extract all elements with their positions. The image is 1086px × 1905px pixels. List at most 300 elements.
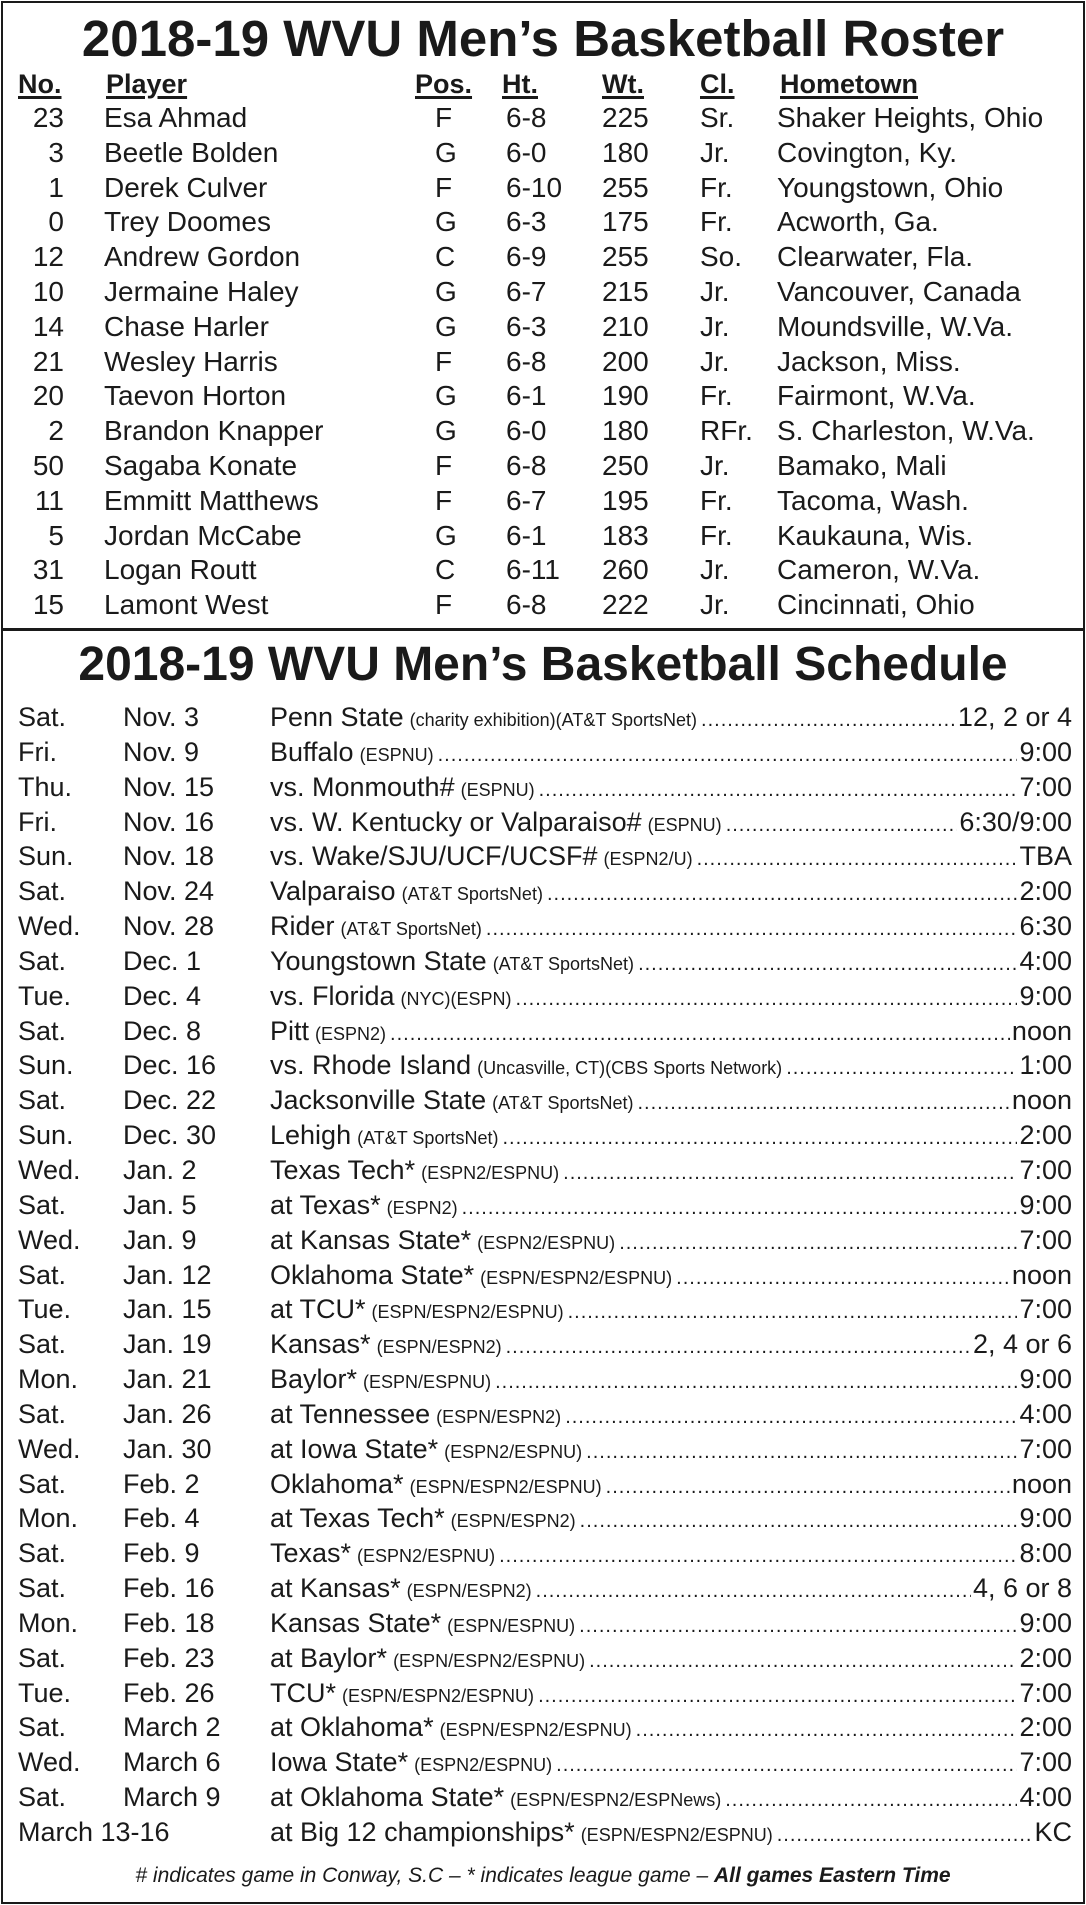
header-no: No. <box>18 69 62 99</box>
schedule-row <box>0 1188 1086 1223</box>
game-date: Feb. 16 <box>123 1573 215 1604</box>
game-opponent: Iowa State* <box>270 1747 409 1778</box>
dot-leader <box>580 1504 1018 1538</box>
player-hometown: Youngstown, Ohio <box>777 171 1004 203</box>
game-opponent: Valparaiso <box>270 876 396 907</box>
dot-leader <box>637 1086 1009 1120</box>
game-opponent: vs. Rhode Island <box>270 1050 472 1081</box>
player-number: 31 <box>32 554 64 586</box>
game-time: 7:00 <box>1019 1433 1072 1464</box>
game-date: Jan. 26 <box>123 1398 212 1429</box>
header-weight: Wt. <box>602 69 644 99</box>
game-broadcast-note: (ESPN/ESPNU) <box>447 1615 576 1636</box>
game-opponent: vs. Wake/SJU/UCF/UCSF# <box>270 841 598 872</box>
game-broadcast-note: (ESPN/ESPN2/ESPNU) <box>371 1302 564 1323</box>
player-class: Jr. <box>700 275 730 307</box>
roster-row <box>0 205 1086 240</box>
game-broadcast-note: (ESPN/ESPN2) <box>436 1406 562 1427</box>
player-height: 6-8 <box>506 345 547 377</box>
game-day: Sat. <box>18 1573 67 1604</box>
game-opponent: at Big 12 championships* <box>270 1817 575 1847</box>
game-date: Nov. 15 <box>123 771 215 802</box>
game-line <box>270 1710 1072 1747</box>
player-hometown: Vancouver, Canada <box>777 275 1021 307</box>
game-line <box>270 770 1072 807</box>
player-hometown: S. Charleston, W.Va. <box>777 415 1035 447</box>
game-day: Wed. <box>18 1433 81 1464</box>
dot-leader <box>676 1261 1010 1295</box>
game-line <box>270 805 1072 842</box>
schedule-row <box>0 1571 1086 1606</box>
game-line <box>270 1467 1072 1504</box>
dot-leader <box>579 1609 1017 1643</box>
player-weight: 195 <box>602 484 649 516</box>
game-opponent: at Kansas* <box>270 1573 401 1604</box>
player-position: G <box>435 206 457 238</box>
game-time: 9:00 <box>1019 980 1072 1011</box>
dot-leader <box>606 1470 1010 1504</box>
game-line <box>270 1048 1072 1085</box>
player-position: C <box>435 554 456 586</box>
game-time: 1:00 <box>1019 1050 1072 1081</box>
player-class: Fr. <box>700 206 733 238</box>
game-time: 4:00 <box>1019 1782 1072 1813</box>
player-hometown: Fairmont, W.Va. <box>777 380 976 412</box>
game-time: 2:00 <box>1019 876 1072 907</box>
game-opponent: Oklahoma State* <box>270 1259 475 1290</box>
game-broadcast-note: (ESPN2/U) <box>603 849 693 870</box>
player-position: F <box>435 102 453 133</box>
game-opponent: Rider <box>270 911 335 942</box>
game-day: Sun. <box>18 841 74 872</box>
player-height: 6-7 <box>506 484 547 516</box>
schedule-row <box>0 1432 1086 1467</box>
player-height: 6-0 <box>506 415 547 447</box>
player-height: 6-3 <box>506 206 547 238</box>
player-class: Sr. <box>700 102 735 133</box>
game-opponent: TCU* <box>270 1677 336 1708</box>
roster-row <box>0 310 1086 345</box>
player-class: Fr. <box>700 380 733 412</box>
game-opponent: at Texas* <box>270 1189 381 1220</box>
game-broadcast-note: (ESPN/ESPNU) <box>363 1372 492 1393</box>
game-day: Sat. <box>18 702 67 732</box>
player-position: G <box>435 136 457 168</box>
game-day: Sat. <box>18 1398 67 1429</box>
game-date: March 6 <box>123 1747 221 1778</box>
schedule-row <box>0 1153 1086 1188</box>
schedule-row <box>0 1815 1086 1850</box>
game-opponent: at Oklahoma State* <box>270 1782 505 1813</box>
footnote <box>0 1862 1086 1890</box>
game-time: 4:00 <box>1019 1398 1072 1429</box>
schedule-row <box>0 1676 1086 1711</box>
player-weight: 175 <box>602 206 649 238</box>
game-broadcast-note: (charity exhibition)(AT&T SportsNet) <box>409 710 698 730</box>
game-day: Sun. <box>18 1120 74 1151</box>
roster-row <box>0 449 1086 484</box>
player-weight: 180 <box>602 415 649 447</box>
game-line <box>270 1118 1072 1155</box>
dot-leader <box>636 1713 1018 1747</box>
player-hometown: Cincinnati, Ohio <box>777 589 975 621</box>
schedule-row <box>0 1780 1086 1815</box>
player-height: 6-1 <box>506 519 547 551</box>
game-line <box>270 909 1072 946</box>
game-date: March 2 <box>123 1712 221 1743</box>
dot-leader <box>563 1156 1017 1190</box>
player-weight: 210 <box>602 310 649 342</box>
game-day: Mon. <box>18 1503 79 1534</box>
dot-leader <box>777 1818 1033 1852</box>
game-date: Jan. 5 <box>123 1189 197 1220</box>
game-day: Sat. <box>18 1189 67 1220</box>
player-number: 10 <box>32 275 64 307</box>
game-day: Mon. <box>18 1364 79 1395</box>
player-number: 14 <box>32 310 64 342</box>
game-date: Jan. 15 <box>123 1294 212 1325</box>
game-broadcast-note: (ESPN2) <box>386 1197 458 1218</box>
schedule-row <box>0 1501 1086 1536</box>
game-time: 9:00 <box>1019 1364 1072 1395</box>
game-time: 7:00 <box>1019 1154 1072 1185</box>
game-time: 8:00 <box>1019 1538 1072 1569</box>
game-day: Sat. <box>18 1468 67 1499</box>
game-time: 9:00 <box>1019 736 1072 767</box>
dot-leader <box>726 808 958 842</box>
game-broadcast-note: (ESPN/ESPN2/ESPNU) <box>480 1267 673 1288</box>
game-date: Feb. 26 <box>123 1677 215 1708</box>
game-time: 7:00 <box>1019 1677 1072 1708</box>
game-day: Wed. <box>18 1747 81 1778</box>
schedule-title: 2018-19 WVU Men’s Basketball Schedule <box>78 638 1008 691</box>
schedule-row <box>0 1258 1086 1293</box>
schedule-row <box>0 1606 1086 1641</box>
player-class: Jr. <box>700 345 730 377</box>
roster-row <box>0 240 1086 275</box>
game-line <box>270 1501 1072 1538</box>
schedule-row <box>0 839 1086 874</box>
game-opponent: vs. Monmouth# <box>270 771 455 802</box>
game-day: Sat. <box>18 945 67 976</box>
player-number: 15 <box>32 589 64 621</box>
dot-leader <box>725 1783 1017 1817</box>
game-broadcast-note: (ESPN/ESPN2/ESPNU) <box>393 1650 586 1671</box>
dot-leader <box>506 1330 971 1364</box>
player-name: Derek Culver <box>104 171 268 203</box>
dot-leader <box>786 1051 1017 1085</box>
player-height: 6-11 <box>506 554 560 586</box>
player-position: G <box>435 380 457 412</box>
player-hometown: Moundsville, W.Va. <box>777 310 1014 342</box>
game-opponent: at Tennessee <box>270 1398 431 1429</box>
game-broadcast-note: (ESPN/ESPN2/ESPNU) <box>439 1720 632 1741</box>
dot-leader <box>502 1121 1017 1155</box>
game-line <box>270 1676 1072 1713</box>
player-weight: 183 <box>602 519 649 551</box>
player-number: 1 <box>48 171 64 203</box>
game-line <box>270 979 1072 1016</box>
game-day: Tue. <box>18 1677 72 1708</box>
game-opponent: Kansas State* <box>270 1607 442 1638</box>
player-hometown: Kaukauna, Wis. <box>777 519 974 551</box>
game-time: 7:00 <box>1019 771 1072 802</box>
game-time: 7:00 <box>1019 1224 1072 1255</box>
game-line <box>270 1745 1072 1782</box>
player-class: RFr. <box>700 415 753 447</box>
player-hometown: Bamako, Mali <box>777 449 947 481</box>
game-date: Dec. 4 <box>123 980 202 1011</box>
schedule-row <box>0 770 1086 805</box>
game-broadcast-note: (ESPN/ESPN2) <box>376 1337 502 1358</box>
schedule-row <box>0 909 1086 944</box>
game-line <box>270 1153 1072 1190</box>
schedule-row <box>0 1397 1086 1432</box>
game-line <box>270 1571 1072 1608</box>
player-hometown: Jackson, Miss. <box>777 345 961 377</box>
dot-leader <box>697 842 1018 876</box>
game-date: Dec. 1 <box>123 945 202 976</box>
schedule-row <box>0 1292 1086 1327</box>
game-line <box>270 839 1072 876</box>
game-line <box>270 944 1072 981</box>
game-line <box>270 700 1072 737</box>
player-position: F <box>435 345 453 377</box>
player-class: Fr. <box>700 519 733 551</box>
header-position: Pos. <box>415 69 473 99</box>
player-height: 6-8 <box>506 102 547 133</box>
game-date: Jan. 30 <box>123 1433 212 1464</box>
player-number: 2 <box>48 415 64 447</box>
game-date: Feb. 4 <box>123 1503 200 1534</box>
schedule-row <box>0 1641 1086 1676</box>
player-height: 6-0 <box>506 136 547 168</box>
player-height: 6-10 <box>506 171 563 203</box>
player-class: Jr. <box>700 449 730 481</box>
player-class: Jr. <box>700 310 730 342</box>
player-weight: 255 <box>602 171 649 203</box>
game-day: Sat. <box>18 1712 67 1743</box>
game-opponent: Texas Tech* <box>270 1154 416 1185</box>
player-number: 23 <box>32 102 64 133</box>
player-number: 11 <box>34 484 64 516</box>
player-name: Emmitt Matthews <box>104 484 319 516</box>
player-weight: 190 <box>602 380 649 412</box>
game-day: Sat. <box>18 1329 67 1360</box>
game-opponent: Lehigh <box>270 1120 352 1151</box>
game-line <box>270 1258 1072 1295</box>
game-time: 6:30/9:00 <box>959 806 1072 837</box>
game-broadcast-note: (NYC)(ESPN) <box>400 988 512 1009</box>
game-broadcast-note: (AT&T SportsNet) <box>357 1128 499 1149</box>
game-broadcast-note: (ESPN/ESPN2) <box>406 1581 532 1602</box>
player-name: Lamont West <box>104 589 269 621</box>
player-number: 3 <box>48 136 64 168</box>
roster-title: 2018-19 WVU Men’s Basketball Roster <box>81 10 1005 67</box>
schedule-row <box>0 1710 1086 1745</box>
player-position: G <box>435 519 457 551</box>
game-day: Wed. <box>18 911 81 942</box>
schedule-row <box>0 1014 1086 1049</box>
player-weight: 180 <box>602 136 649 168</box>
game-time: 9:00 <box>1019 1189 1072 1220</box>
game-broadcast-note: (ESPN2) <box>315 1023 387 1044</box>
roster-row <box>0 553 1086 588</box>
player-weight: 222 <box>602 589 649 621</box>
game-date: March 9 <box>123 1782 221 1813</box>
player-position: G <box>435 275 457 307</box>
game-time: 9:00 <box>1019 1607 1072 1638</box>
player-hometown: Covington, Ky. <box>777 136 958 168</box>
dot-leader <box>568 1295 1018 1329</box>
player-class: Fr. <box>700 171 733 203</box>
game-opponent: vs. W. Kentucky or Valparaiso# <box>270 806 642 837</box>
game-broadcast-note: (AT&T SportsNet) <box>492 1093 634 1114</box>
player-number: 5 <box>48 519 64 551</box>
game-time: 6:30 <box>1019 911 1072 942</box>
player-name: Jordan McCabe <box>104 519 302 551</box>
player-hometown: Tacoma, Wash. <box>777 484 969 516</box>
player-name: Jermaine Haley <box>104 275 299 307</box>
game-time: 7:00 <box>1019 1747 1072 1778</box>
header-player: Player <box>106 69 188 99</box>
game-date: Nov. 24 <box>123 876 215 907</box>
game-date: Nov. 18 <box>123 841 215 872</box>
player-position: G <box>435 310 457 342</box>
game-line <box>270 1641 1072 1678</box>
game-line <box>270 1815 1072 1852</box>
roster-row <box>0 345 1086 380</box>
game-broadcast-note: (Uncasville, CT)(CBS Sports Network) <box>477 1058 783 1079</box>
dot-leader <box>586 1435 1017 1469</box>
game-time: 2:00 <box>1019 1712 1072 1743</box>
dot-leader <box>589 1644 1017 1678</box>
game-time: 4, 6 or 8 <box>972 1573 1072 1604</box>
game-line <box>270 1432 1072 1469</box>
game-date: Nov. 16 <box>123 806 215 837</box>
game-broadcast-note: (ESPN2/ESPNU) <box>421 1162 560 1183</box>
player-height: 6-8 <box>506 589 547 621</box>
game-time: 2, 4 or 6 <box>972 1329 1072 1360</box>
schedule-row <box>0 805 1086 840</box>
player-weight: 215 <box>602 275 649 307</box>
game-time: KC <box>1034 1817 1072 1847</box>
roster-row <box>0 171 1086 206</box>
game-broadcast-note: (ESPN/ESPN2/ESPNews) <box>510 1790 722 1811</box>
player-name: Logan Routt <box>104 554 257 586</box>
game-time: 12, 2 or 4 <box>957 702 1072 732</box>
player-name: Wesley Harris <box>104 345 278 377</box>
game-day: Sat. <box>18 1642 67 1673</box>
game-time: TBA <box>1019 841 1072 872</box>
dot-leader <box>539 773 1018 807</box>
schedule-row <box>0 1083 1086 1118</box>
dot-leader <box>536 1574 971 1608</box>
game-day: Thu. <box>18 771 73 802</box>
dot-leader <box>538 1679 1017 1713</box>
game-opponent: Penn State <box>270 702 404 732</box>
roster-row <box>0 275 1086 310</box>
game-opponent: at TCU* <box>270 1294 366 1325</box>
player-height: 6-3 <box>506 310 547 342</box>
game-date: Feb. 9 <box>123 1538 200 1569</box>
header-height: Ht. <box>502 69 538 99</box>
dot-leader <box>516 982 1018 1016</box>
schedule-row <box>0 700 1086 735</box>
dot-leader <box>390 1017 1010 1051</box>
schedule-row <box>0 1048 1086 1083</box>
game-day: Sat. <box>18 1085 67 1116</box>
dot-leader <box>438 738 1018 772</box>
game-line <box>270 1606 1072 1643</box>
game-time: 2:00 <box>1019 1642 1072 1673</box>
game-line <box>270 1327 1072 1364</box>
player-name: Chase Harler <box>104 310 269 342</box>
schedule-row <box>0 944 1086 979</box>
game-day: Wed. <box>18 1154 81 1185</box>
game-time: 9:00 <box>1019 1503 1072 1534</box>
player-name: Sagaba Konate <box>104 449 298 481</box>
section-divider <box>1 628 1085 631</box>
game-date: Feb. 23 <box>123 1642 215 1673</box>
game-time: noon <box>1011 1259 1072 1290</box>
game-day: Tue. <box>18 980 72 1011</box>
roster-row <box>0 101 1086 136</box>
schedule-row <box>0 874 1086 909</box>
player-height: 6-8 <box>506 449 547 481</box>
game-broadcast-note: (ESPN2/ESPNU) <box>444 1441 583 1462</box>
dot-leader <box>547 877 1017 911</box>
game-opponent: Kansas* <box>270 1329 371 1360</box>
schedule-row <box>0 1536 1086 1571</box>
game-date: Dec. 30 <box>123 1120 217 1151</box>
roster-table <box>0 101 1086 623</box>
game-line <box>270 1083 1072 1120</box>
game-broadcast-note: (ESPNU) <box>460 779 535 800</box>
game-time: noon <box>1011 1085 1072 1116</box>
dot-leader <box>486 912 1018 946</box>
dot-leader <box>701 703 956 737</box>
game-date: Nov. 3 <box>123 702 200 732</box>
player-class: Fr. <box>700 484 733 516</box>
player-position: F <box>435 449 453 481</box>
game-broadcast-note: (ESPN/ESPN2/ESPNU) <box>409 1476 602 1497</box>
game-date: Nov. 9 <box>123 736 200 767</box>
player-position: G <box>435 415 457 447</box>
game-time: noon <box>1011 1015 1072 1046</box>
player-class: Jr. <box>700 554 730 586</box>
player-hometown: Clearwater, Fla. <box>777 241 974 273</box>
game-line <box>270 1292 1072 1329</box>
game-opponent: Youngstown State <box>270 945 487 976</box>
player-name: Andrew Gordon <box>104 241 301 273</box>
roster-row <box>0 484 1086 519</box>
player-number: 50 <box>32 449 64 481</box>
game-day: Fri. <box>18 806 57 837</box>
game-date: Jan. 9 <box>123 1224 197 1255</box>
player-weight: 260 <box>602 554 649 586</box>
game-broadcast-note: (AT&T SportsNet) <box>340 919 482 940</box>
game-opponent: Oklahoma* <box>270 1468 404 1499</box>
footnote-text: # indicates game in Conway, S.C – * indicates league game – <box>135 1864 715 1887</box>
game-day: Mon. <box>18 1607 79 1638</box>
game-date: Feb. 2 <box>123 1468 200 1499</box>
schedule-row <box>0 1467 1086 1502</box>
dot-leader <box>638 947 1017 981</box>
game-opponent: Jacksonville State <box>270 1085 487 1116</box>
player-position: C <box>435 241 456 273</box>
dot-leader <box>499 1539 1017 1573</box>
